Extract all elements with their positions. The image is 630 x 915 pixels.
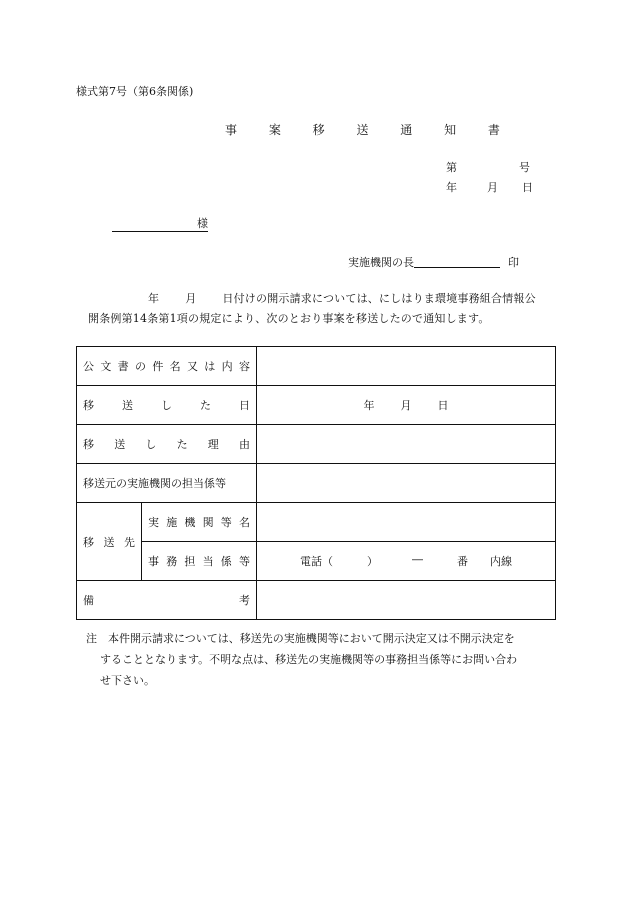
addressee-field[interactable] — [112, 218, 208, 232]
value-transfer-reason[interactable] — [257, 425, 556, 464]
label-dest-office — [142, 542, 257, 581]
value-document-subject[interactable] — [257, 347, 556, 386]
label-transfer-date-text: 移 送 し た 日 — [83, 399, 250, 412]
document-title: 事 案 移 送 通 知 書 — [225, 123, 514, 137]
label-origin-contact: 移送元の実施機関の担当係等 — [77, 464, 257, 503]
para-line1-rest: 日付けの開示請求については、にしはりま環境事務組合情報公 — [222, 292, 536, 305]
value-transfer-date[interactable] — [257, 386, 556, 425]
label-document-subject — [77, 347, 257, 386]
note-line3: せ下さい。 — [100, 674, 155, 687]
phone-dash: ― — [412, 553, 423, 566]
transfer-year: 年 — [363, 399, 375, 412]
label-transfer-date — [77, 386, 257, 425]
number-prefix: 第 — [446, 161, 457, 174]
form-number: 様式第7号（第6条関係) — [76, 85, 194, 98]
note-prefix: 注 — [86, 632, 97, 645]
label-dest-agency-text: 実 施 機 関 等 名 — [148, 516, 250, 529]
sender-label: 実施機関の長 — [348, 256, 414, 269]
label-transfer-reason-text: 移 送 し た 理 由 — [83, 438, 250, 451]
transfer-month: 月 — [400, 399, 412, 412]
label-remarks — [77, 581, 257, 620]
note-line2: することとなります。不明な点は、移送先の実施機関等の事務担当係等にお問い合わ — [100, 653, 518, 666]
value-remarks[interactable] — [257, 581, 556, 620]
seal-mark: 印 — [508, 256, 519, 269]
phone-ban: 番 — [457, 555, 468, 568]
table-row — [77, 503, 556, 542]
addressee-honorific: 様 — [197, 217, 208, 230]
table-row — [77, 464, 556, 503]
value-origin-contact[interactable] — [257, 464, 556, 503]
body-paragraph-line1 — [148, 293, 536, 304]
table-row — [77, 581, 556, 620]
table-row — [77, 542, 556, 581]
label-dest-office-text: 事 務 担 当 係 等 — [148, 555, 250, 568]
table-row — [77, 425, 556, 464]
document-number-line — [446, 162, 530, 173]
issue-date-line — [446, 182, 533, 193]
date-year: 年 — [446, 181, 457, 194]
phone-line — [263, 553, 549, 569]
transfer-details-table — [76, 346, 556, 620]
remarks-right: 考 — [239, 594, 250, 607]
value-dest-agency[interactable] — [257, 503, 556, 542]
number-suffix: 号 — [519, 161, 530, 174]
phone-ext: 内線 — [490, 555, 512, 568]
body-paragraph-line2: 開条例第14条第1項の規定により、次のとおり事案を移送したので通知します。 — [88, 312, 490, 325]
label-destination-text: 移 送 先 — [83, 535, 135, 549]
sender-name-field[interactable] — [414, 256, 500, 268]
sender-line — [348, 256, 519, 268]
label-destination — [77, 503, 142, 581]
label-dest-agency — [142, 503, 257, 542]
label-document-subject-text: 公 文 書 の 件 名 又 は 内 容 — [83, 360, 250, 373]
note-line1: 本件開示請求については、移送先の実施機関等において開示決定又は不開示決定を — [108, 632, 515, 645]
table-row — [77, 386, 556, 425]
phone-close: ） — [367, 555, 378, 568]
para-month: 月 — [185, 292, 197, 305]
date-day: 日 — [522, 181, 533, 194]
para-year: 年 — [148, 292, 160, 305]
value-dest-phone[interactable] — [257, 542, 556, 581]
remarks-left: 備 — [83, 594, 94, 607]
transfer-day: 日 — [437, 399, 449, 412]
label-transfer-reason — [77, 425, 257, 464]
table-row — [77, 347, 556, 386]
phone-label: 電話（ — [300, 555, 333, 568]
date-month: 月 — [487, 181, 498, 194]
footnote — [86, 628, 556, 691]
